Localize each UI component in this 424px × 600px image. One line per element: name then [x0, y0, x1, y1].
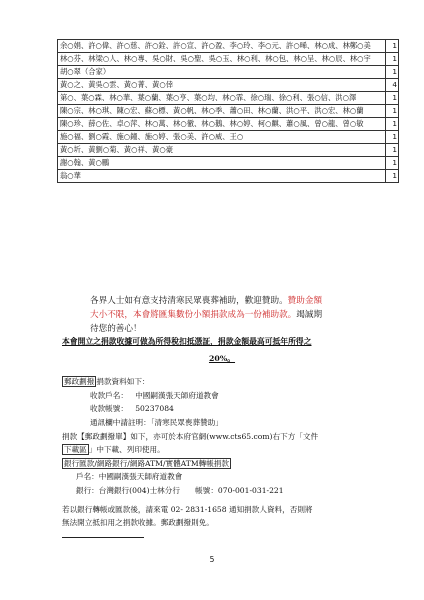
donor-count-cell: 1	[386, 53, 399, 66]
postal-form-line	[62, 444, 165, 456]
donor-names-cell: 胡○翠（合家）	[58, 66, 386, 79]
donor-names-cell: 黃○圻、黃劉○菊、黃○祥、黃○豪	[58, 144, 386, 157]
bank-label-box: 銀行匯款/網路銀行/網路ATM/實體ATM轉帳捐款	[64, 459, 229, 468]
closing-text: 無法開立抵扣用之捐款收據。郵政劃撥則免。	[62, 518, 214, 527]
postal-form-tail: 」中下載、列印使用。	[88, 445, 165, 454]
download-area-box: 下載區	[64, 445, 87, 454]
appeal-highlight: 贊助金額	[287, 296, 323, 306]
account-name-value: 中國嗣漢張天師府道教會	[135, 391, 219, 400]
donor-names-cell: 第○、葉○霖、林○華、葉○蘭、葉○亨、葉○均、林○霏、徐○瑞、徐○利、張○信、洪○澤	[58, 92, 386, 105]
table-row	[58, 53, 399, 66]
donor-names-cell: 翁○華	[58, 170, 386, 183]
postal-form-line: 捐款【郵政劃撥單】如下，亦可於本府官網(www.cts65.com)右下方「文件	[62, 432, 319, 441]
donor-count-cell: 1	[386, 144, 399, 157]
donor-names-cell: 謝○翰、黃○鵬	[58, 157, 386, 170]
donor-count-cell: 1	[386, 157, 399, 170]
postal-heading-tail: 捐款資料如下：	[96, 377, 150, 386]
account-number-value: 50237084	[135, 404, 174, 413]
postal-heading	[62, 376, 150, 388]
appeal-text: 各界人士如有意支持清寒民眾喪葬補助，歡迎贊助。	[90, 296, 288, 306]
table-row	[58, 144, 399, 157]
account-name-label: 收款戶名：	[90, 391, 128, 400]
donor-count-cell: 1	[386, 66, 399, 79]
donor-count-cell: 1	[386, 92, 399, 105]
table-row	[58, 105, 399, 118]
table-row	[58, 92, 399, 105]
donor-names-cell: 林○芬、林梁○人、林○專、吳○財、吳○聖、吳○玉、林○利、林○包、林○呈、林○辰、林○宇	[58, 53, 386, 66]
appeal-text: 竭誠期	[296, 310, 323, 320]
table-row	[58, 118, 399, 131]
appeal-text: 待您的善心！	[90, 324, 142, 334]
table-row	[58, 131, 399, 144]
appeal-highlight: 大小不限，本會將匯集數份小額捐款成為一份補助款。	[90, 310, 297, 320]
donor-names-cell: 施○福、劉○霞、施○鐘、施○婷、張○美、許○威、王○	[58, 131, 386, 144]
footnote-divider	[62, 537, 144, 538]
donor-count-cell: 1	[386, 170, 399, 183]
postal-account-number	[90, 403, 174, 415]
donor-names-cell: 黃○之、黃吳○雲、黃○菁、黃○倖	[58, 79, 386, 92]
bank-account-detail: 銀行：台灣銀行(004)士林分行 帳號：070-001-031-221	[76, 486, 284, 495]
table-row	[58, 66, 399, 79]
tax-notice	[62, 333, 382, 367]
donor-count-cell: 1	[386, 131, 399, 144]
postal-account-name	[90, 390, 219, 402]
donor-table	[57, 39, 399, 183]
tax-notice-text: 本會開立之捐款收據可做為所得稅扣抵憑証，捐款金額最高可抵年所得之	[62, 337, 312, 346]
donor-names-cell: 陳○珍、薛○佐、卓○萍、林○萬、林○徹、林○鵝、林○婷、柯○麒、蕭○風、曾○龍、曾○敏	[58, 118, 386, 131]
donor-names-cell: 陳○宗、林○琪、陳○宏、蘇○標、黃○帆、林○季、蕭○田、林○蘭、洪○平、洪○宏、林○蘭	[58, 105, 386, 118]
donor-names-cell: 余○娟、許○偉、許○慈、許○銓、許○宣、許○盈、李○玲、李○元、許○晞、林○成、林鄭○美	[58, 40, 386, 53]
closing-text: 若以銀行轉帳或匯款後，請來電 02- 2831-1658 通知捐款人資料，否則將	[62, 505, 313, 514]
donor-count-cell: 1	[386, 40, 399, 53]
bank-heading	[62, 458, 231, 470]
account-number-label: 收款帳號：	[90, 404, 128, 413]
table-row	[58, 170, 399, 183]
page-number: 5	[209, 555, 215, 564]
table-row	[58, 40, 399, 53]
donation-appeal	[90, 294, 374, 336]
donor-count-cell: 4	[386, 79, 399, 92]
donor-count-cell: 1	[386, 118, 399, 131]
table-row	[58, 157, 399, 170]
postal-memo: 通訊欄中請註明：「清寒民眾喪葬贊助」	[90, 418, 223, 427]
table-row	[58, 79, 399, 92]
donor-count-cell: 1	[386, 105, 399, 118]
bank-account-name: 戶名：中國嗣漢張天師府道教會	[76, 472, 183, 481]
postal-label-box: 郵政劃撥	[64, 377, 95, 386]
tax-notice-percent: 20%。	[208, 354, 236, 363]
